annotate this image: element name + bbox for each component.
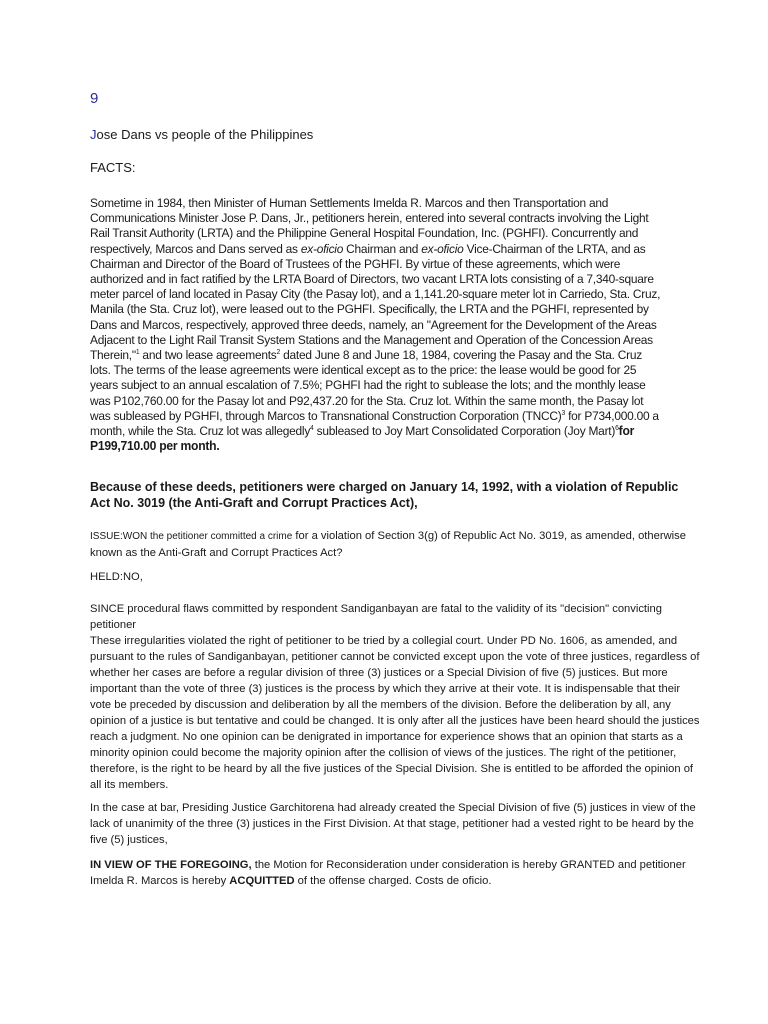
facts-text: and two lease agreements <box>139 348 277 363</box>
charge-statement: Because of these deeds, petitioners were charged on January 14, 1992, with a violation of Republic Act No. 3019 (the Anti-Graft and Corrupt Practices Act), <box>90 480 679 510</box>
facts-text: for P734,000.00 a month, while the Sta. Cruz lot was allegedly <box>90 408 659 439</box>
case-title-rest: ose Dans vs people of the Philippines <box>96 127 314 142</box>
case-title-initial: J <box>90 127 97 142</box>
dispositive-text: of the offense charged. Costs de oficio. <box>294 875 492 887</box>
case-title <box>90 127 313 142</box>
reasoning-paragraph: These irregularities violated the right of petitioner to be tried by a collegial court. Under PD No. 1606, as amended, and pursuant to the rules of Sandiganbayan, petitioner cannot be convicted except upon the vote of three justices, regardless of whether her cases are before a regular division of three (3) justices or a Special Division of five (5) justices. But more important than the vote of three (3) justices is the process by which they arrive at their vote. It is indispensable that their vote be preceded by discussion and deliberation by all the members of the division. Before the deliberation by all, any opinion of a justice is but tentative and could be changed. It is only after all the justices have been heard should the justices reach a judgment. No one opinion can be denigrated in importance for experience shows that an opinion that starts as a minority opinion could become the majority opinion after the collision of views of the justices. The right of the petitioner, therefore, is the right to be heard by all the five justices of the Special Division. She is entitled to be afforded the opinion of all its members. <box>90 635 700 791</box>
facts-text: Sometime in 1984, then Minister of Human Settlements Imelda R. Marcos and then Transportation and Communications Minister Jose P. Dans, Jr., petitioners herein, entered into several contracts involving the Light Rail Transit Authority (LRTA) and the Philippine General Hospital Foundation, Inc. (PGHFI). Concurrently and respectively, Marcos and Dans served as <box>90 196 649 256</box>
issue-paragraph <box>90 528 702 561</box>
footnote-marker: 3 <box>561 409 566 417</box>
dispositive-text: the Motion for Reconsideration under consideration is hereby GRANTED and petitioner Imelda R. Marcos is hereby <box>90 859 686 887</box>
facts-text: subleased to Joy Mart Consolidated Corporation (Joy Mart) <box>313 424 616 439</box>
dispositive-lead: IN VIEW OF THE FOREGOING, <box>90 859 252 871</box>
facts-text: Chairman and <box>343 241 422 256</box>
facts-text: Vice-Chairman of the LRTA, and as Chairman and Director of the Board of Trustees of the PGHFI. By virtue of these agreements, which were authorized and in fact ratified by the LRTA Board of Directors, two vacant LRTA lots consisting of a 7,340-square meter parcel of land located in Pasay City (the Pasay lot), and a 1,141.20-square meter lot in Carriedo, Sta. Cruz, Manila (the Sta. Cruz lot), were leased out to the PGHFI. Specifically, the LRTA and the PGHFI, represented by Dans and Marcos, respectively, approved three deeds, namely, an "Agreement for the Development of the Areas Adjacent to the Light Rail Transit System Stations and the Management and Operation of the Concession Areas Therein," <box>90 241 661 363</box>
facts-text: dated June 8 and June 18, 1984, covering the Pasay and the Sta. Cruz lots. The terms of the lease agreements were identical except as to the price: the lease would be good for 25 years subject to an annual escalation of 7.5%; PGHFI had the right to sublease the lots; and the monthly lease was P102,760.00 for the Pasay lot and P92,437.20 for the Sta. Cruz lot. Within the same month, the Pasay lot was subleased by PGHFI, through Marcos to Transnational Construction Corporation (TNCC) <box>90 348 646 423</box>
acquitted-term: ACQUITTED <box>229 875 295 887</box>
footnote-marker: 1 <box>135 349 140 357</box>
case-at-bar-paragraph: In the case at bar, Presiding Justice Garchitorena had already created the Special Division of five (5) justices in view of the lack of unanimity of the three (3) justices in the First Division. At that stage, petitioner had a vested right to be heard by the five (5) justices, <box>90 802 696 846</box>
held-label: HELD:NO, <box>90 571 143 583</box>
since-paragraph: SINCE procedural flaws committed by respondent Sandiganbayan are fatal to the validity of its "decision" convicting petitioner <box>90 603 662 631</box>
footnote-marker: 4 <box>310 425 314 433</box>
facts-paragraph <box>90 196 662 454</box>
footnote-marker: 2 <box>276 349 281 357</box>
facts-bold-text: for P199,710.00 per month. <box>90 424 635 454</box>
facts-heading: FACTS: <box>90 160 136 175</box>
dispositive-paragraph <box>90 857 702 889</box>
issue-label: ISSUE:WON the petitioner committed a crime <box>90 531 293 542</box>
facts-italic-term: ex-oficio <box>421 241 464 256</box>
issue-text: for a violation of Section 3(g) of Republic Act No. 3019, as amended, otherwise known as the Anti-Graft and Corrupt Practices Act? <box>90 530 686 559</box>
page-number: 9 <box>90 90 99 107</box>
footnote-marker: 6 <box>615 425 619 433</box>
facts-italic-term: ex-oficio <box>300 241 344 256</box>
